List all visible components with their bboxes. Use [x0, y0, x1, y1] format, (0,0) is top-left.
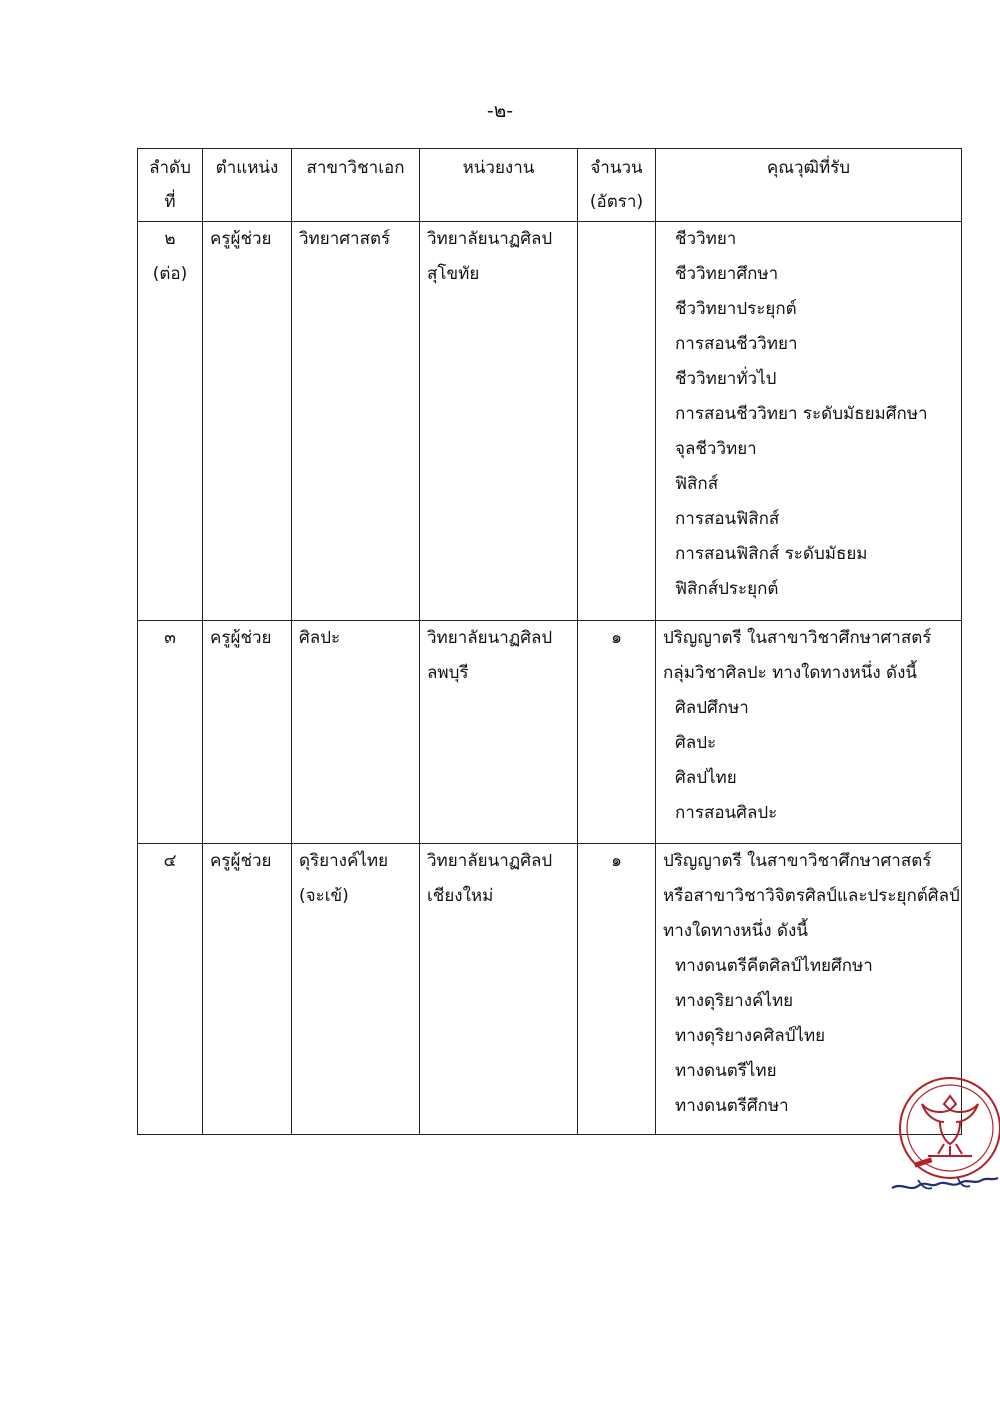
table-row	[138, 844, 962, 1135]
qualification-item: ศิลปศึกษา	[675, 698, 749, 718]
qualification-intro: หรือสาขาวิชาวิจิตรศิลป์และประยุกต์ศิลป์	[663, 886, 960, 906]
header-major: สาขาวิชาเอก	[292, 149, 420, 222]
cell-no: ๒ (ต่อ)	[138, 222, 203, 621]
cell-position: ครูผู้ช่วย	[203, 844, 292, 1135]
header-count: จำนวน (อัตรา)	[578, 149, 656, 222]
table-row	[138, 621, 962, 844]
table-header-row	[138, 149, 962, 222]
qualification-intro: ปริญญาตรี ในสาขาวิชาศึกษาศาสตร์	[663, 628, 932, 648]
qualification-item: ทางดนตรีไทย	[675, 1061, 777, 1081]
qualification-item: ศิลปไทย	[675, 768, 737, 788]
qualification-item: ฟิสิกส์	[675, 474, 719, 494]
header-position: ตำแหน่ง	[203, 149, 292, 222]
qualification-item: ทางดุริยางค์ไทย	[675, 991, 794, 1011]
qualification-item: ชีววิทยา	[675, 229, 737, 249]
cell-agency: วิทยาลัยนาฏศิลป ลพบุรี	[420, 621, 578, 844]
qualification-item: การสอนฟิสิกส์ ระดับมัธยม	[675, 544, 868, 564]
header-qualification: คุณวุฒิที่รับ	[656, 149, 962, 222]
cell-position: ครูผู้ช่วย	[203, 621, 292, 844]
qualification-intro: ปริญญาตรี ในสาขาวิชาศึกษาศาสตร์	[663, 851, 932, 871]
qualification-item: ทางดุริยางคศิลป์ไทย	[675, 1026, 826, 1046]
cell-major: วิทยาศาสตร์	[292, 222, 420, 621]
qualification-item: ชีววิทยาศึกษา	[675, 264, 779, 284]
qualification-item: ฟิสิกส์ประยุกต์	[675, 579, 779, 599]
qualification-item: การสอนชีววิทยา	[675, 334, 798, 354]
qualification-item: ทางดนตรีศึกษา	[675, 1096, 789, 1116]
cell-major: ดุริยางค์ไทย (จะเข้)	[292, 844, 420, 1135]
qualification-intro: ทางใดทางหนึ่ง ดังนี้	[663, 921, 808, 941]
cell-qualification	[656, 621, 962, 844]
qualification-item: ทางดนตรีคีตศิลป์ไทยศึกษา	[675, 956, 873, 976]
cell-agency: วิทยาลัยนาฏศิลป สุโขทัย	[420, 222, 578, 621]
cell-count: ๑	[578, 844, 656, 1135]
cell-major: ศิลปะ	[292, 621, 420, 844]
positions-table	[137, 148, 962, 1135]
cell-position: ครูผู้ช่วย	[203, 222, 292, 621]
page-number: -๒-	[486, 100, 514, 122]
qualification-item: การสอนศิลปะ	[675, 803, 778, 823]
qualification-item: ชีววิทยาประยุกต์	[675, 299, 797, 319]
header-agency: หน่วยงาน	[420, 149, 578, 222]
qualification-item: ศิลปะ	[675, 733, 717, 753]
qualification-intro: กลุ่มวิชาศิลปะ ทางใดทางหนึ่ง ดังนี้	[663, 663, 918, 683]
qualification-item: จุลชีววิทยา	[675, 439, 757, 459]
cell-qualification	[656, 222, 962, 621]
qualification-item: ชีววิทยาทั่วไป	[675, 369, 777, 389]
cell-agency: วิทยาลัยนาฏศิลป เชียงใหม่	[420, 844, 578, 1135]
qualification-item: การสอนชีววิทยา ระดับมัธยมศึกษา	[675, 404, 928, 424]
cell-count: ๑	[578, 621, 656, 844]
official-seal-stamp	[888, 1076, 1000, 1202]
cell-no: ๔	[138, 844, 203, 1135]
cell-count	[578, 222, 656, 621]
table-row	[138, 222, 962, 621]
cell-no: ๓	[138, 621, 203, 844]
qualification-item: การสอนฟิสิกส์	[675, 509, 780, 529]
header-no: ลำดับ ที่	[138, 149, 203, 222]
